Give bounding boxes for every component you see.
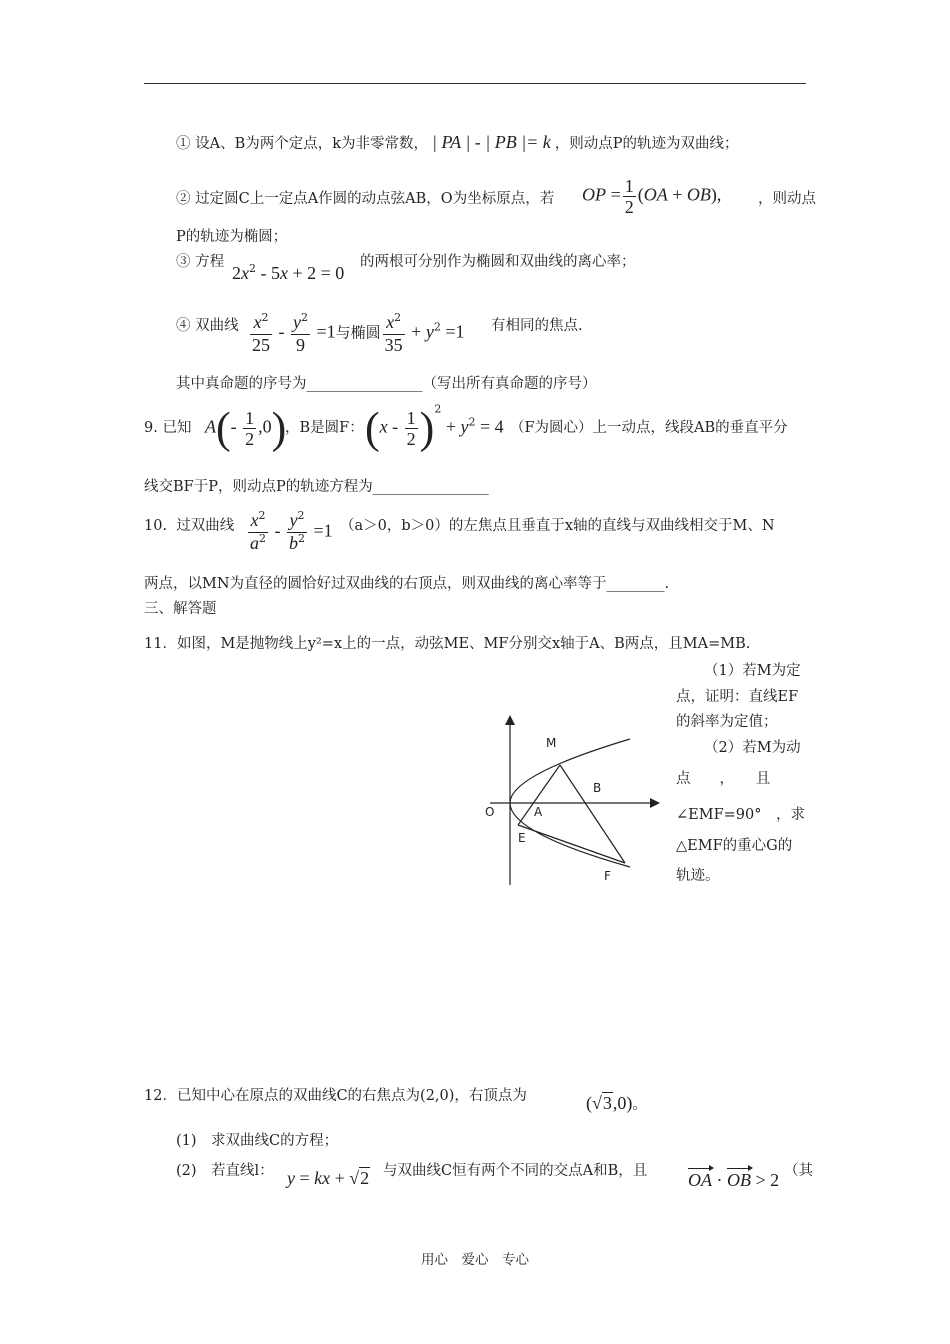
item-2-cont-text: P的轨迹为椭圆；: [176, 229, 288, 245]
q9-text-d: 线交BF于P，则动点P的轨迹方程为________________: [144, 479, 489, 495]
q12-vertex: (√3,0)。: [586, 1093, 647, 1113]
q9-text-c: （F为圆心）上一动点，线段AB的垂直平分: [510, 420, 788, 436]
page-footer: [0, 1248, 950, 1268]
item-4-formula: $\frac{x^2}{25}$ - $\frac{y^2}{9}$ =1与椭圆 $\frac{x^2}{35}$ + $y^2 =1$: [252, 311, 465, 355]
item-3-tail-text: 的两根可分别作为椭圆和双曲线的离心率；: [360, 254, 636, 270]
item-1-tail: ，则动点P的轨迹为双曲线；: [554, 136, 739, 152]
q12-part2-text-b: 与双曲线C恒有两个不同的交点A和B，且: [383, 1163, 648, 1179]
q9-c: [510, 418, 788, 438]
label-f: F: [604, 869, 611, 883]
item-1: [176, 132, 739, 154]
q11-side-4: （2）若M为动: [704, 739, 801, 756]
item-2: [176, 189, 554, 209]
q12-part1-text: (1) 求双曲线C的方程；: [176, 1133, 339, 1149]
q12-line-eq: y = kx + √2: [287, 1168, 370, 1188]
item-2-cont: [176, 227, 287, 247]
q10-text-b: （a＞0，b＞0）的左焦点且垂直于x轴的直线与双曲线相交于M、N: [340, 518, 775, 534]
q11-line: [144, 634, 750, 654]
q12-part1: [176, 1131, 338, 1151]
label-b: B: [593, 781, 602, 795]
q12-part2-text-c: （其: [784, 1163, 813, 1179]
q12-dot-product: OA · OB > 2: [688, 1170, 780, 1190]
q10-start: [144, 516, 234, 536]
q10-text-a: 过双曲线: [176, 518, 235, 534]
item-2-tail: [758, 189, 816, 209]
item-1-text: ① 设A、B为两个定点，k为非零常数，: [176, 136, 429, 152]
q12-part2-text-a: (2) 若直线l：: [176, 1163, 274, 1179]
q11-side-8: 轨迹。: [676, 867, 720, 884]
q12-end: 。: [632, 1097, 647, 1113]
item-4: [176, 316, 239, 336]
item-2-formula: OP = $\frac{1}{2}$ (OA + OB),: [582, 176, 722, 217]
item-4-mid: 与椭圆: [335, 323, 381, 342]
chord-mf: [560, 765, 625, 863]
y-axis-arrow: [505, 715, 515, 725]
q9-num: 9.: [144, 420, 158, 436]
item-2-text: ② 过定圆C上一定点A作圆的动点弦AB，O为坐标原点，若: [176, 191, 555, 207]
q10-text-c: 两点，以MN为直径的圆恰好过双曲线的右顶点，则双曲线的离心率等于________.: [144, 576, 670, 592]
footer-text: 用心 爱心 专心: [421, 1252, 529, 1268]
q12-line: [144, 1086, 527, 1106]
label-o: O: [485, 805, 495, 819]
x-axis-arrow: [650, 798, 660, 808]
item-3-equation: $2x^2 - 5x + 2 = 0$: [232, 262, 345, 283]
q9-d: [144, 477, 489, 497]
item-3-text: ③ 方程: [176, 254, 225, 270]
q12-text: 12．已知中心在原点的双曲线C的右焦点为(2,0)，右顶点为: [144, 1088, 527, 1104]
q11-text: 11．如图，M是抛物线上y²=x上的一点，动弦ME、MF分别交x轴于A、B两点，且MA=MB.: [144, 636, 751, 652]
item-4-text: ④ 双曲线: [176, 318, 239, 334]
q11-side-3: 的斜率为定值；: [676, 714, 778, 730]
q11-side-5: 点 ， 且: [676, 771, 771, 787]
item-3: [176, 252, 224, 272]
ask-text: 其中真命题的序号为________________（写出所有真命题的序号）: [176, 376, 597, 392]
header-rule: [144, 83, 806, 84]
q9-number: [144, 418, 191, 438]
label-m: M: [546, 736, 557, 750]
label-a: A: [534, 805, 543, 819]
q10-b: [340, 516, 775, 536]
q11-side-6: ∠EMF=90° ，求: [676, 806, 805, 823]
q9-circle: (x - $\frac{1}{2}$ )$^2 + y^2 = 4$: [365, 402, 504, 453]
q12-part2-c: [784, 1161, 813, 1181]
parabola-figure: [470, 705, 670, 895]
q10-c: [144, 574, 669, 594]
item-2-tail-text: ，则动点: [758, 191, 816, 207]
item-4-tail: [491, 316, 583, 336]
q9-point-a: A(- $\frac{1}{2}$ ,0): [205, 403, 287, 453]
q10-num: 10.: [144, 518, 168, 534]
q11-side-7: △EMF的重心G的: [676, 838, 793, 854]
q12-part2: [176, 1161, 274, 1181]
q9-text-a: 已知: [162, 420, 192, 436]
section-heading: [144, 599, 217, 619]
item-3-tail: [360, 252, 636, 272]
q12-part2-b: [383, 1161, 647, 1181]
item-1-math: | PA | - | PB |= k: [432, 132, 551, 152]
ask-line: [176, 374, 597, 394]
label-e: E: [518, 831, 526, 845]
item-4-tail-text: 有相同的焦点.: [491, 318, 583, 334]
q9-text-b: ，B是圆F：: [285, 420, 364, 436]
q11-side: [676, 659, 805, 889]
line-ef: [518, 825, 625, 863]
q10-formula: $\frac{x^2}{a^2}$ - $\frac{y^2}{b^2}$ =1: [250, 509, 333, 553]
q11-side-2: 点，证明：直线EF: [676, 688, 799, 705]
section-title: 三、解答题: [144, 601, 217, 617]
q9-b: [285, 418, 364, 438]
q11-side-1: （1）若M为定: [704, 663, 801, 679]
